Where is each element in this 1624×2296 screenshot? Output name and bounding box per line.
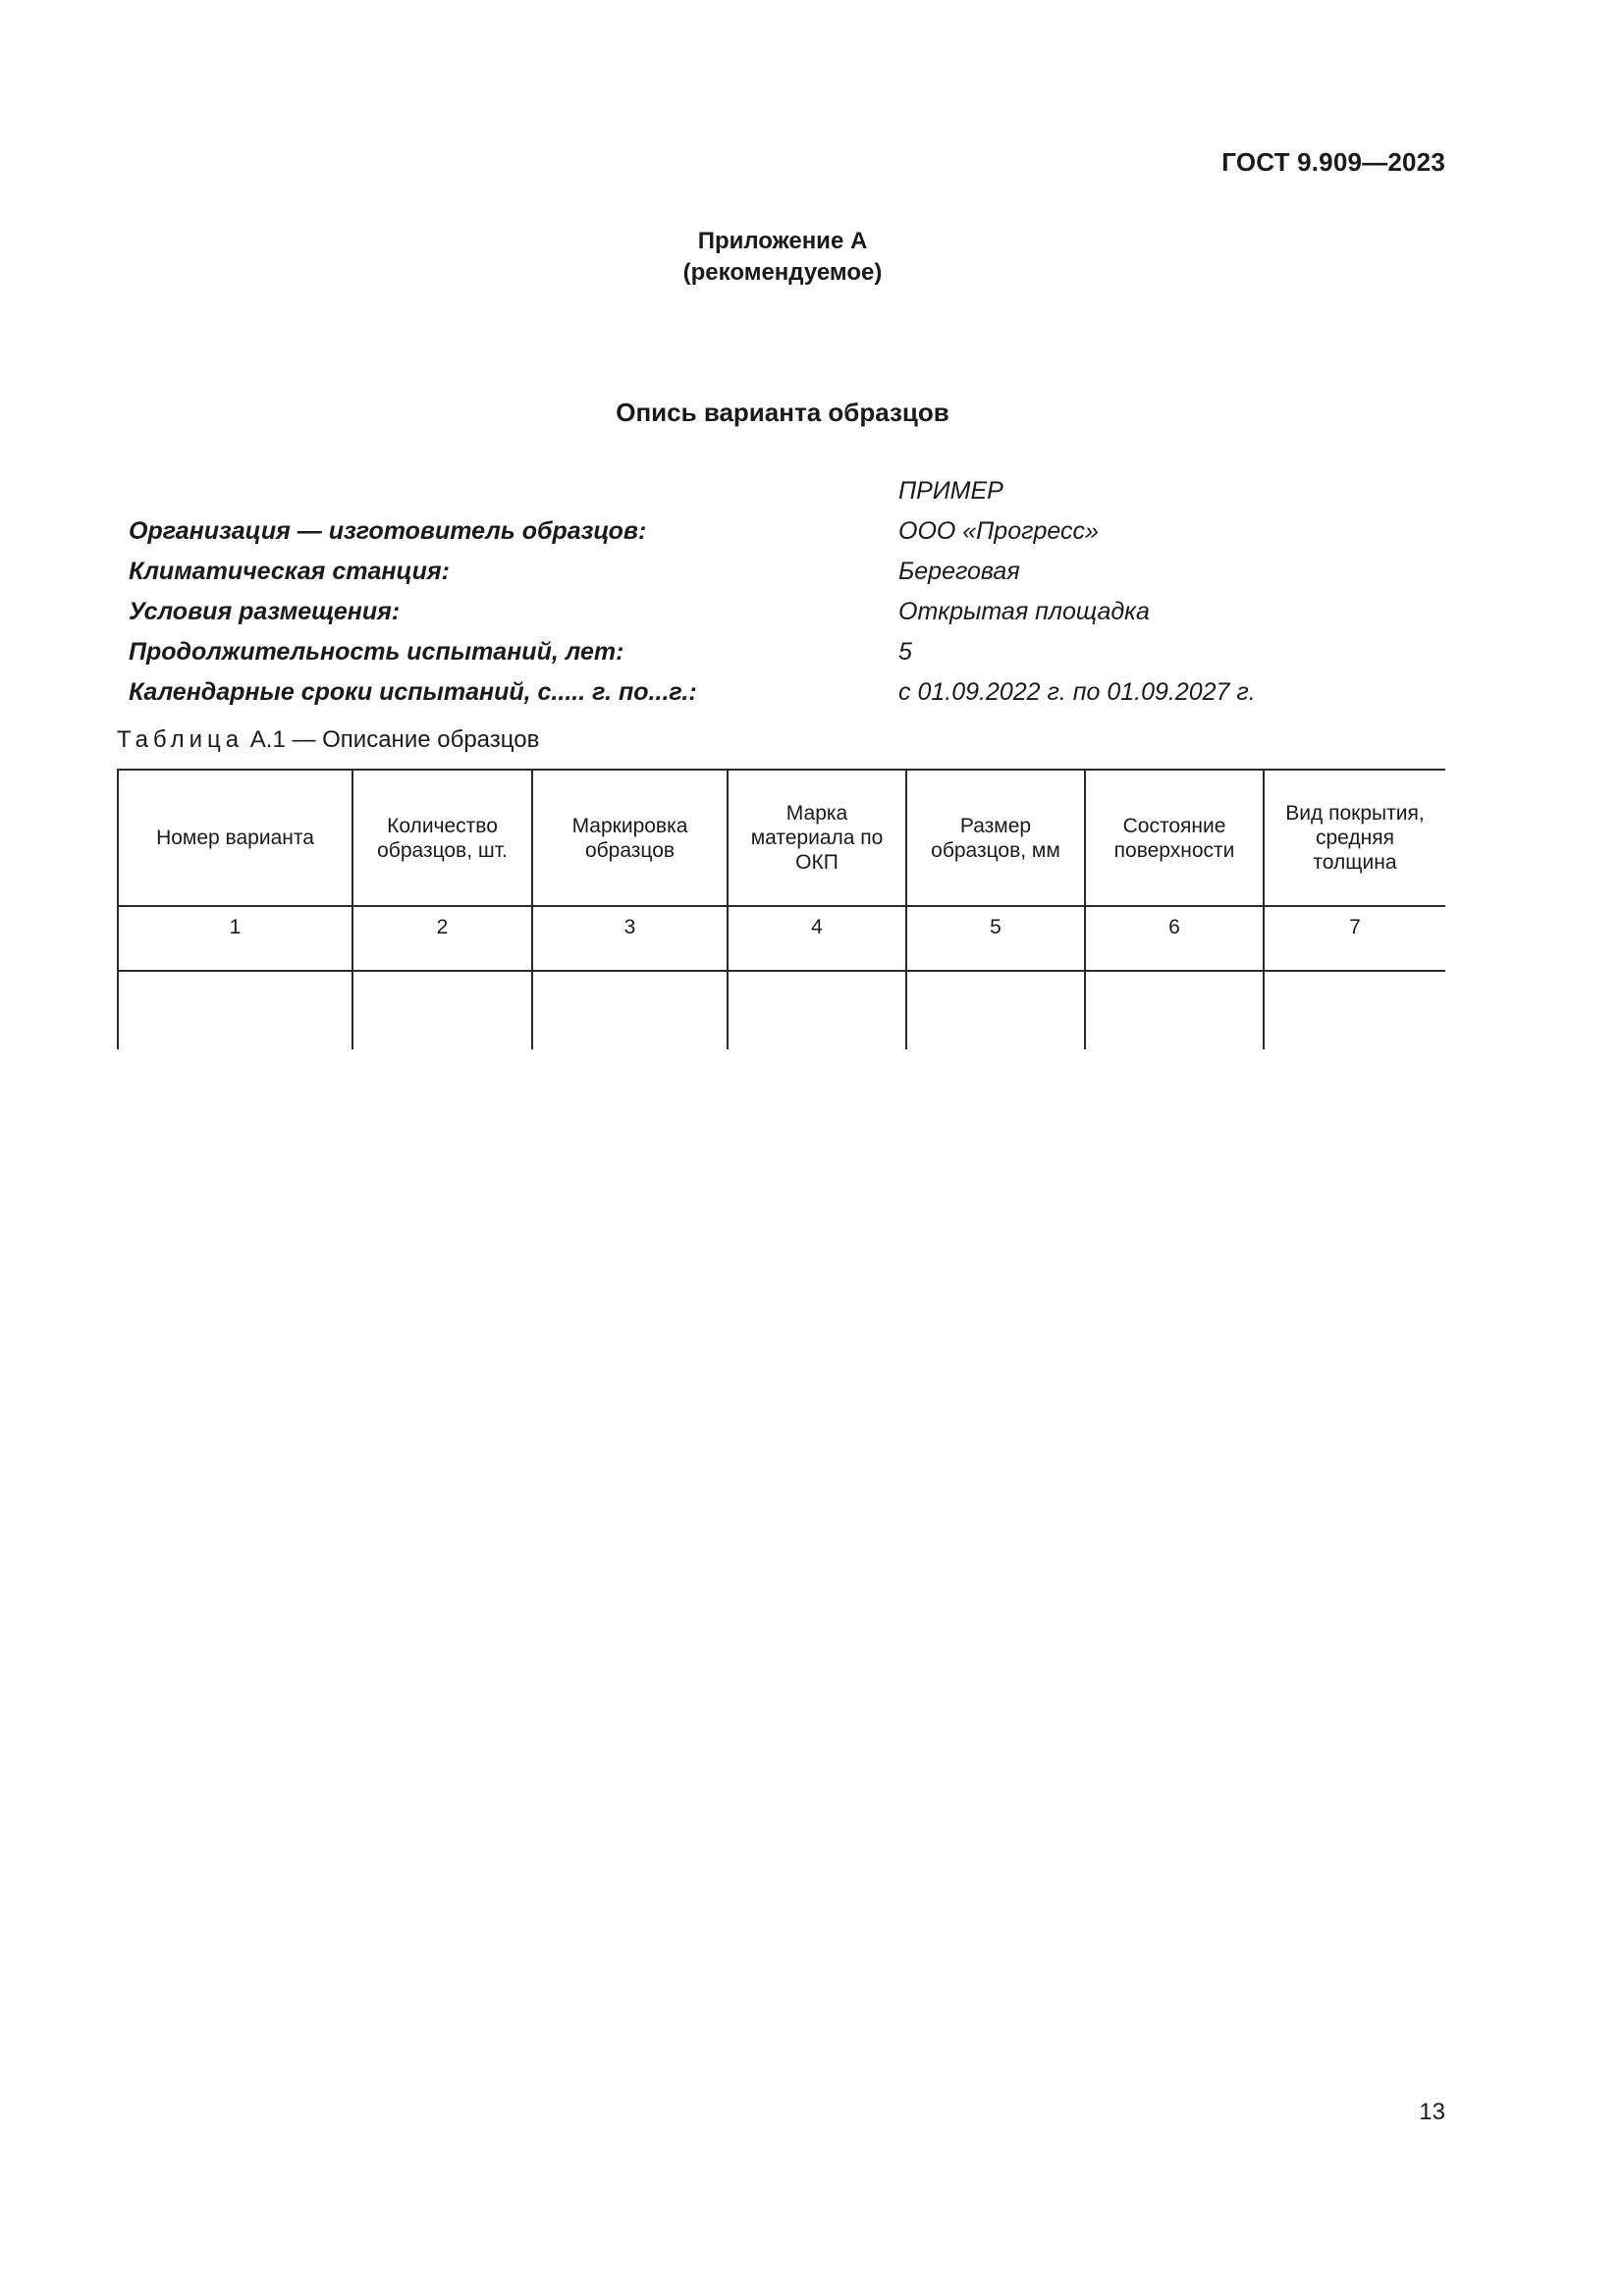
info-label: Календарные сроки испытаний, с..... г. по...г.: <box>129 678 697 706</box>
info-value: 5 <box>898 638 912 666</box>
column-header: Размер образцов, мм <box>906 770 1085 906</box>
annex-heading <box>0 226 1565 289</box>
column-header: Марка материала по ОКП <box>728 770 906 906</box>
column-number: 4 <box>728 906 906 971</box>
example-label: ПРИМЕР <box>898 477 1003 505</box>
document-code: ГОСТ 9.909—2023 <box>1221 147 1445 177</box>
info-label: Условия размещения: <box>129 598 401 625</box>
table-cell <box>728 971 906 1049</box>
info-value: Открытая площадка <box>898 598 1150 625</box>
column-number: 2 <box>352 906 532 971</box>
page-number: 13 <box>1419 2099 1445 2125</box>
samples-table <box>117 769 1445 1049</box>
table-caption-prefix: Таблица <box>117 726 244 753</box>
column-number: 1 <box>118 906 352 971</box>
annex-title: Приложение А <box>697 228 868 254</box>
column-header: Состояние поверхности <box>1085 770 1264 906</box>
column-header: Количество образцов, шт. <box>352 770 532 906</box>
info-label: Продолжительность испытаний, лет: <box>129 638 624 666</box>
info-label: Климатическая станция: <box>129 558 450 585</box>
info-row <box>129 552 1444 592</box>
annex-status: (рекомендуемое) <box>682 259 883 286</box>
table-cell <box>352 971 532 1049</box>
info-row <box>129 672 1444 713</box>
info-row <box>129 632 1444 672</box>
info-row <box>129 511 1444 552</box>
table-cell <box>532 971 728 1049</box>
info-value: с 01.09.2022 г. по 01.09.2027 г. <box>898 678 1256 706</box>
info-value: Береговая <box>898 558 1020 585</box>
table-caption-text: А.1 — Описание образцов <box>249 726 540 753</box>
table-cell <box>118 971 352 1049</box>
info-label: Организация — изготовитель образцов: <box>129 517 647 545</box>
column-header: Номер варианта <box>118 770 352 906</box>
column-header: Маркировка образцов <box>532 770 728 906</box>
samples-table-container <box>117 769 1445 1049</box>
table-row <box>118 971 1445 1049</box>
table-cell <box>1264 971 1445 1049</box>
table-cell <box>906 971 1085 1049</box>
info-block <box>129 471 1444 713</box>
table-cell <box>1085 971 1264 1049</box>
column-number-row <box>118 906 1445 971</box>
column-number: 5 <box>906 906 1085 971</box>
column-number: 6 <box>1085 906 1264 971</box>
table-header-row <box>118 770 1445 906</box>
document-title: Опись варианта образцов <box>616 398 949 427</box>
column-number: 7 <box>1264 906 1445 971</box>
info-value: ООО «Прогресс» <box>898 517 1099 545</box>
info-row <box>129 592 1444 632</box>
info-row-example <box>129 471 1444 511</box>
column-number: 3 <box>532 906 728 971</box>
column-header: Вид покрытия, средняя толщина <box>1264 770 1445 906</box>
table-caption <box>117 726 539 754</box>
